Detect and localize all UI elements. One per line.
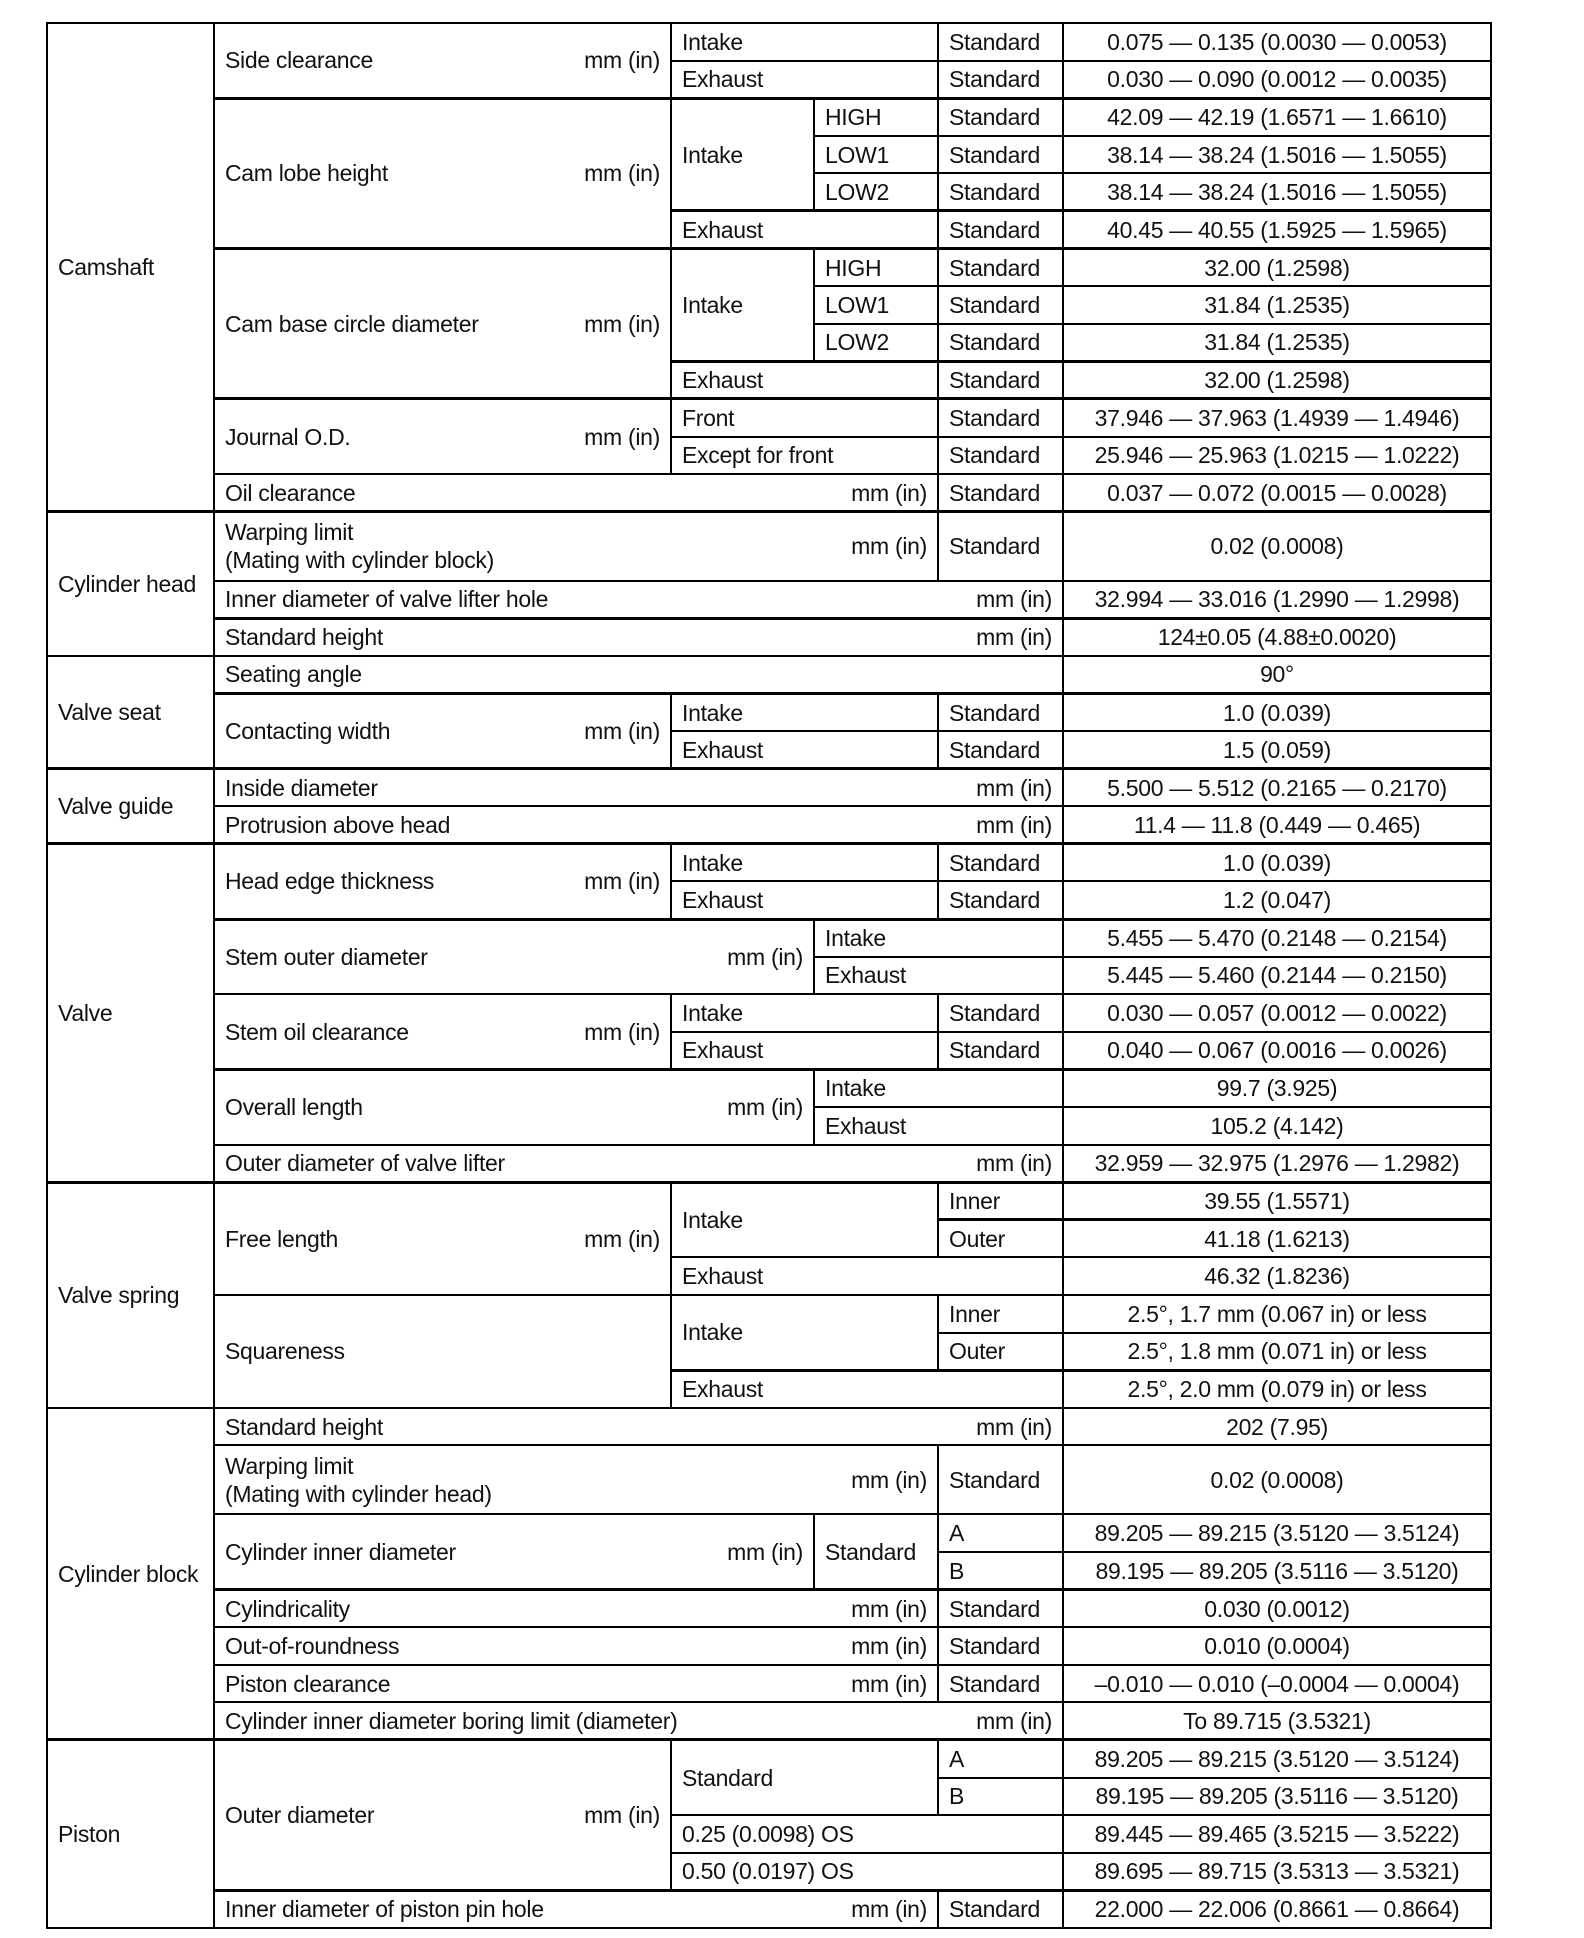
value-cell: 89.195 — 89.205 (3.5116 — 3.5120) [1063,1552,1491,1590]
table-row [47,618,1491,656]
oversize-050-label: 0.50 (0.0197) OS [671,1853,1063,1891]
value-cell: 1.0 (0.039) [1063,844,1491,882]
standard-label: Standard [938,731,1063,769]
standard-label: Standard [938,881,1063,919]
intake-label: Intake [671,249,814,362]
table-row [47,512,1491,581]
value-cell: 2.5°, 2.0 mm (0.079 in) or less [1063,1370,1491,1408]
value-cell: 5.445 — 5.460 (0.2144 — 0.2150) [1063,957,1491,995]
high-label: HIGH [814,98,938,136]
value-cell: 99.7 (3.925) [1063,1069,1491,1107]
stem-oil-clearance-label: Stem oil clearance mm (in) [214,994,671,1069]
value-cell: 38.14 — 38.24 (1.5016 — 1.5055) [1063,136,1491,174]
table-row [47,98,1491,136]
intake-label: Intake [671,844,938,882]
cam-base-circle-label: Cam base circle diameter mm (in) [214,249,671,399]
value-cell: 1.0 (0.039) [1063,694,1491,732]
value-cell: 89.445 — 89.465 (3.5215 — 3.5222) [1063,1815,1491,1853]
exhaust-label: Exhaust [814,1107,1063,1145]
standard-label: Standard [938,399,1063,437]
table-row [47,23,1491,61]
table-row [47,1627,1491,1665]
value-cell: 32.994 — 33.016 (1.2990 — 1.2998) [1063,581,1491,619]
outer-label: Outer [938,1220,1063,1258]
table-row [47,656,1491,694]
journal-od-label: Journal O.D. mm (in) [214,399,671,474]
value-cell: 0.030 — 0.057 (0.0012 — 0.0022) [1063,994,1491,1032]
table-row [47,1514,1491,1552]
cylinder-inner-diameter-label: Cylinder inner diameter mm (in) [214,1514,814,1589]
value-cell: 89.205 — 89.215 (3.5120 — 3.5124) [1063,1740,1491,1778]
grade-b-label: B [938,1552,1063,1590]
stem-od-label: Stem outer diameter mm (in) [214,919,814,994]
section-piston: Piston [47,1740,214,1928]
inside-diameter-label: Inside diameter mm (in) [214,769,1063,807]
standard-height-label: Standard height mm (in) [214,1408,1063,1446]
pin-hole-label: Inner diameter of piston pin hole mm (in) [214,1890,938,1928]
table-row [47,994,1491,1032]
value-cell: 202 (7.95) [1063,1408,1491,1446]
front-label: Front [671,399,938,437]
value-cell: To 89.715 (3.5321) [1063,1702,1491,1740]
intake-label: Intake [814,1069,1063,1107]
out-of-roundness-label: Out-of-roundness mm (in) [214,1627,938,1665]
value-cell: 1.5 (0.059) [1063,731,1491,769]
value-cell: 32.00 (1.2598) [1063,249,1491,287]
standard-label: Standard [938,211,1063,249]
side-clearance-label: Side clearance mm (in) [214,23,671,98]
lifter-hole-label: Inner diameter of valve lifter hole mm (in) [214,581,1063,619]
outer-label: Outer [938,1333,1063,1371]
standard-label: Standard [938,61,1063,99]
low2-label: LOW2 [814,173,938,211]
value-cell: 124±0.05 (4.88±0.0020) [1063,618,1491,656]
value-cell: 32.959 — 32.975 (1.2976 — 1.2982) [1063,1145,1491,1183]
standard-label: Standard [938,173,1063,211]
value-cell: 89.205 — 89.215 (3.5120 — 3.5124) [1063,1514,1491,1552]
low1-label: LOW1 [814,286,938,324]
value-cell: 89.195 — 89.205 (3.5116 — 3.5120) [1063,1778,1491,1816]
value-cell: 5.455 — 5.470 (0.2148 — 0.2154) [1063,919,1491,957]
value-cell: 2.5°, 1.7 mm (0.067 in) or less [1063,1295,1491,1333]
grade-a-label: A [938,1740,1063,1778]
value-cell: 31.84 (1.2535) [1063,324,1491,362]
value-cell: 90° [1063,656,1491,694]
exhaust-label: Exhaust [671,1032,938,1070]
value-cell: 39.55 (1.5571) [1063,1182,1491,1220]
section-valve: Valve [47,844,214,1182]
standard-label: Standard [938,1032,1063,1070]
standard-label: Standard [938,844,1063,882]
section-cylinder-head: Cylinder head [47,512,214,656]
value-cell: 2.5°, 1.8 mm (0.071 in) or less [1063,1333,1491,1371]
free-length-label: Free length mm (in) [214,1182,671,1295]
outer-diameter-label: Outer diameter mm (in) [214,1740,671,1890]
exhaust-label: Exhaust [671,731,938,769]
exhaust-label: Exhaust [671,361,938,399]
table-row [47,769,1491,807]
table-row [47,1145,1491,1183]
seating-angle-label: Seating angle [214,656,1063,694]
value-cell: 89.695 — 89.715 (3.5313 — 3.5321) [1063,1853,1491,1891]
value-cell: 0.02 (0.0008) [1063,1445,1491,1514]
value-cell: 0.040 — 0.067 (0.0016 — 0.0026) [1063,1032,1491,1070]
value-cell: 41.18 (1.6213) [1063,1220,1491,1258]
value-cell: 5.500 — 5.512 (0.2165 — 0.2170) [1063,769,1491,807]
section-valve-seat: Valve seat [47,656,214,769]
lifter-od-label: Outer diameter of valve lifter mm (in) [214,1145,1063,1183]
boring-limit-label: Cylinder inner diameter boring limit (diameter) mm (in) [214,1702,1063,1740]
warping-limit-label: Warping limit (Mating with cylinder block) mm (in) [214,512,938,581]
intake-label: Intake [671,1295,938,1370]
table-row [47,1890,1491,1928]
standard-label: Standard [938,249,1063,287]
standard-label: Standard [938,512,1063,581]
value-cell: 0.02 (0.0008) [1063,512,1491,581]
cam-lobe-height-label: Cam lobe height mm (in) [214,98,671,248]
standard-label: Standard [671,1740,938,1815]
table-row [47,581,1491,619]
contacting-width-label: Contacting width mm (in) [214,694,671,769]
warping-limit-label: Warping limit (Mating with cylinder head) mm (in) [214,1445,938,1514]
table-row [47,1740,1491,1778]
table-row [47,1665,1491,1703]
table-row [47,1408,1491,1446]
value-cell: 11.4 — 11.8 (0.449 — 0.465) [1063,806,1491,844]
standard-label: Standard [938,136,1063,174]
oversize-025-label: 0.25 (0.0098) OS [671,1815,1063,1853]
standard-label: Standard [814,1514,938,1589]
table-row [47,249,1491,287]
standard-label: Standard [938,98,1063,136]
grade-a-label: A [938,1514,1063,1552]
standard-label: Standard [938,23,1063,61]
intake-label: Intake [671,994,938,1032]
piston-clearance-label: Piston clearance mm (in) [214,1665,938,1703]
standard-label: Standard [938,1590,1063,1628]
value-cell: 0.030 — 0.090 (0.0012 — 0.0035) [1063,61,1491,99]
table-row [47,806,1491,844]
standard-label: Standard [938,1665,1063,1703]
section-valve-spring: Valve spring [47,1182,214,1408]
head-edge-label: Head edge thickness mm (in) [214,844,671,919]
section-valve-guide: Valve guide [47,769,214,844]
value-cell: 46.32 (1.8236) [1063,1257,1491,1295]
low1-label: LOW1 [814,136,938,174]
high-label: HIGH [814,249,938,287]
exhaust-label: Exhaust [671,61,938,99]
inner-label: Inner [938,1182,1063,1220]
table-row [47,919,1491,957]
protrusion-label: Protrusion above head mm (in) [214,806,1063,844]
intake-label: Intake [671,98,814,211]
value-cell: 22.000 — 22.006 (0.8661 — 0.8664) [1063,1890,1491,1928]
standard-label: Standard [938,994,1063,1032]
table-row [47,1445,1491,1514]
squareness-label: Squareness [214,1295,671,1408]
table-row [47,1069,1491,1107]
standard-label: Standard [938,286,1063,324]
table-row [47,399,1491,437]
table-row [47,474,1491,512]
table-row [47,1590,1491,1628]
intake-label: Intake [671,694,938,732]
value-cell: 1.2 (0.047) [1063,881,1491,919]
intake-label: Intake [814,919,1063,957]
value-cell: 31.84 (1.2535) [1063,286,1491,324]
value-cell: 0.010 (0.0004) [1063,1627,1491,1665]
exhaust-label: Exhaust [814,957,1063,995]
grade-b-label: B [938,1778,1063,1816]
standard-label: Standard [938,437,1063,475]
table-row [47,1295,1491,1333]
value-cell: 38.14 — 38.24 (1.5016 — 1.5055) [1063,173,1491,211]
exhaust-label: Exhaust [671,211,938,249]
exhaust-label: Exhaust [671,1370,1063,1408]
value-cell: 42.09 — 42.19 (1.6571 — 1.6610) [1063,98,1491,136]
standard-label: Standard [938,324,1063,362]
standard-label: Standard [938,1627,1063,1665]
table-row [47,844,1491,882]
intake-label: Intake [671,1182,938,1257]
standard-label: Standard [938,361,1063,399]
value-cell: 37.946 — 37.963 (1.4939 — 1.4946) [1063,399,1491,437]
table-row [47,1702,1491,1740]
overall-length-label: Overall length mm (in) [214,1069,814,1144]
oil-clearance-label: Oil clearance mm (in) [214,474,938,512]
value-cell: 0.075 — 0.135 (0.0030 — 0.0053) [1063,23,1491,61]
standard-label: Standard [938,694,1063,732]
value-cell: 0.037 — 0.072 (0.0015 — 0.0028) [1063,474,1491,512]
intake-label: Intake [671,23,938,61]
value-cell: 0.030 (0.0012) [1063,1590,1491,1628]
cylindricality-label: Cylindricality mm (in) [214,1590,938,1628]
value-cell: 40.45 — 40.55 (1.5925 — 1.5965) [1063,211,1491,249]
value-cell: 105.2 (4.142) [1063,1107,1491,1145]
table-row [47,1182,1491,1220]
value-cell: –0.010 — 0.010 (–0.0004 — 0.0004) [1063,1665,1491,1703]
exhaust-label: Exhaust [671,881,938,919]
section-camshaft: Camshaft [47,23,214,512]
value-cell: 25.946 — 25.963 (1.0215 — 1.0222) [1063,437,1491,475]
section-cylinder-block: Cylinder block [47,1408,214,1740]
inner-label: Inner [938,1295,1063,1333]
exhaust-label: Exhaust [671,1257,1063,1295]
standard-label: Standard [938,474,1063,512]
engine-spec-table [46,22,1492,1929]
standard-label: Standard [938,1445,1063,1514]
value-cell: 32.00 (1.2598) [1063,361,1491,399]
except-front-label: Except for front [671,437,938,475]
low2-label: LOW2 [814,324,938,362]
standard-height-label: Standard height mm (in) [214,618,1063,656]
standard-label: Standard [938,1890,1063,1928]
table-row [47,694,1491,732]
